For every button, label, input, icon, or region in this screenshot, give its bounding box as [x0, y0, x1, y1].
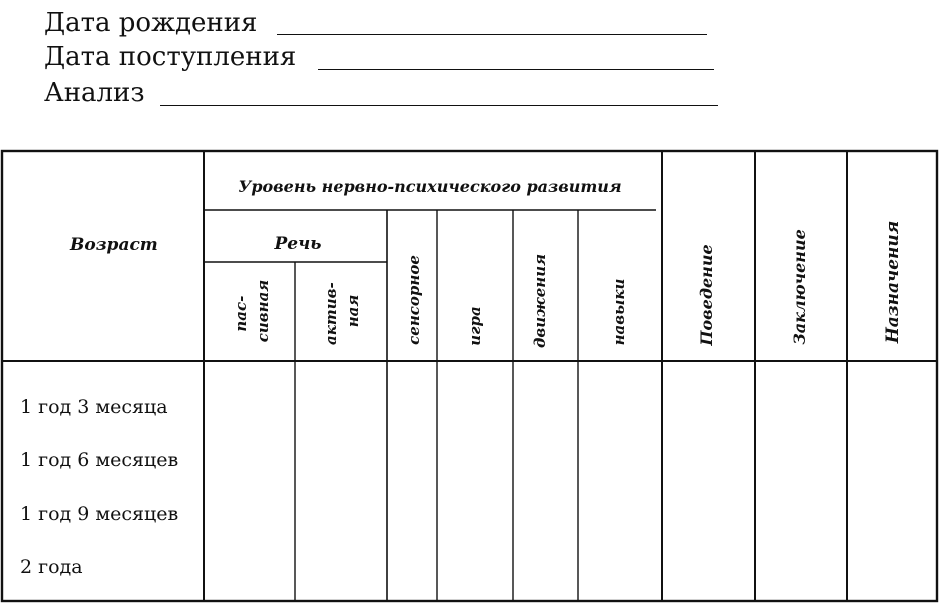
table-frame: [2, 151, 937, 601]
passive-speech-header: пас- сивная: [232, 279, 272, 343]
age-row-label: 1 год 3 месяца: [20, 396, 168, 418]
age-row-label: 1 год 9 месяцев: [20, 503, 179, 525]
anamnesis-label: Анализ: [44, 78, 145, 108]
sensory-header: сенсорное: [405, 255, 423, 345]
age-header: Возраст: [70, 235, 158, 255]
age-row-label: 1 год 6 месяцев: [20, 449, 179, 471]
conclusion-header: Заключение: [790, 229, 809, 345]
active-speech-header: актив- ная: [322, 282, 362, 345]
skills-header: навыки: [610, 278, 628, 346]
development-header: Уровень нервно-психического развития: [238, 177, 622, 196]
behavior-header: Поведение: [697, 244, 716, 346]
speech-header: Речь: [274, 234, 322, 254]
admission-date-label: Дата поступления: [44, 42, 297, 72]
age-row-label: 2 года: [20, 556, 83, 578]
birth-date-label: Дата рождения: [44, 8, 258, 38]
play-header: игра: [466, 306, 484, 346]
prescriptions-header: Назначения: [883, 220, 903, 344]
movements-header: движения: [531, 253, 549, 349]
